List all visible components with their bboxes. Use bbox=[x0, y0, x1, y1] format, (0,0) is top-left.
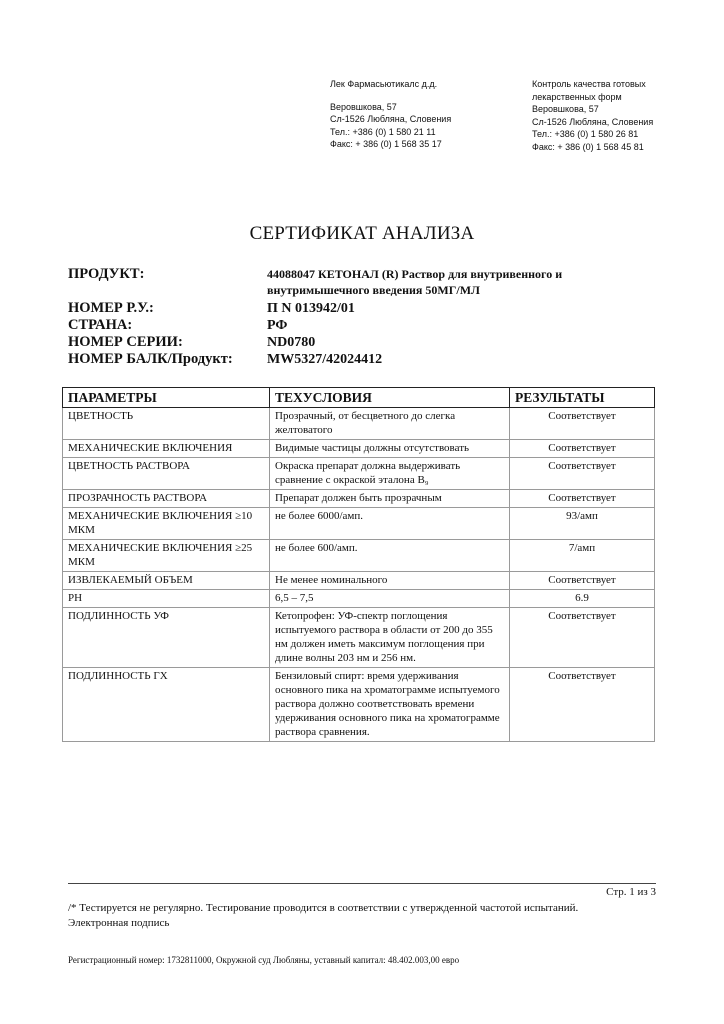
spec-cell: Препарат должен быть прозрачным bbox=[270, 490, 510, 508]
country-label: СТРАНА: bbox=[68, 317, 133, 333]
spec-cell: Не менее номинального bbox=[270, 572, 510, 590]
bulk-label: НОМЕР БАЛК/Продукт: bbox=[68, 351, 233, 367]
sender-street: Веровшкова, 57 bbox=[330, 101, 397, 112]
spec-cell: не более 600/амп. bbox=[270, 540, 510, 572]
param-cell: МЕХАНИЧЕСКИЕ ВКЛЮЧЕНИЯ bbox=[63, 440, 270, 458]
param-cell: ЦВЕТНОСТЬ bbox=[63, 408, 270, 440]
reg-number-value: П N 013942/01 bbox=[267, 301, 355, 316]
spec-cell: 6,5 – 7,5 bbox=[270, 590, 510, 608]
table-row bbox=[63, 668, 655, 742]
sender-address bbox=[330, 78, 451, 151]
header-specifications: ТЕХУСЛОВИЯ bbox=[270, 388, 510, 408]
spec-cell: Видимые частицы должны отсутствовать bbox=[270, 440, 510, 458]
result-cell: Соответствует bbox=[510, 572, 655, 590]
spec-cell: не более 6000/амп. bbox=[270, 508, 510, 540]
batch-label: НОМЕР СЕРИИ: bbox=[68, 334, 183, 350]
qc-address bbox=[532, 78, 653, 153]
result-cell: Соответствует bbox=[510, 608, 655, 668]
country-value: РФ bbox=[267, 318, 288, 333]
table-row bbox=[63, 540, 655, 572]
registration-info: Регистрационный номер: 1732811000, Окружной суд Любляны, уставный капитал: 48.402.003,00 евро bbox=[68, 955, 460, 965]
param-cell: МЕХАНИЧЕСКИЕ ВКЛЮЧЕНИЯ ≥25 МКМ bbox=[63, 540, 270, 572]
product-value: 44088047 КЕТОНАЛ (R) Раствор для внутривенного и внутримышечного введения 50МГ/МЛ bbox=[267, 267, 563, 297]
qc-city: Сл-1526 Любляна, Словения bbox=[532, 116, 654, 127]
bulk-value: MW5327/42024412 bbox=[267, 352, 383, 367]
qc-phone: Тел.: +386 (0) 1 580 26 81 bbox=[532, 129, 639, 139]
param-cell: ПОДЛИННОСТЬ ГХ bbox=[63, 668, 270, 742]
result-cell: 93/амп bbox=[510, 508, 655, 540]
spec-cell: Бензиловый спирт: время удерживания основного пика на хроматограмме испытуемого раствора должно соответствовать времени удерживания основного пика на хроматограмме раствора сравнения. bbox=[270, 668, 510, 742]
table-row bbox=[63, 490, 655, 508]
param-cell: ЦВЕТНОСТЬ РАСТВОРА bbox=[63, 458, 270, 490]
sender-fax: Факс: + 386 (0) 1 568 35 17 bbox=[330, 139, 442, 149]
product-info bbox=[68, 266, 648, 368]
document-title: СЕРТИФИКАТ АНАЛИЗА bbox=[249, 223, 475, 244]
header-results: РЕЗУЛЬТАТЫ bbox=[510, 388, 655, 408]
footnote bbox=[68, 901, 668, 931]
param-cell: PH bbox=[63, 590, 270, 608]
table-row bbox=[63, 572, 655, 590]
analysis-table bbox=[62, 387, 655, 742]
page-number: Стр. 1 из 3 bbox=[606, 886, 656, 898]
qc-name-line1: Контроль качества готовых bbox=[532, 79, 646, 89]
param-cell: ПОДЛИННОСТЬ УФ bbox=[63, 608, 270, 668]
spec-cell: Окраска препарат должна выдерживать сравнение с окраской эталона B₉ bbox=[270, 458, 510, 490]
reg-number-label: НОМЕР Р.У.: bbox=[68, 300, 154, 316]
e-signature-note: Электронная подпись bbox=[68, 917, 170, 929]
param-cell: ПРОЗРАЧНОСТЬ РАСТВОРА bbox=[63, 490, 270, 508]
param-cell: ИЗВЛЕКАЕМЫЙ ОБЪЕМ bbox=[63, 572, 270, 590]
sender-city: Сл-1526 Любляна, Словения bbox=[330, 114, 452, 124]
table-row bbox=[63, 458, 655, 490]
table-row bbox=[63, 508, 655, 540]
result-cell: Соответствует bbox=[510, 408, 655, 440]
batch-value: ND0780 bbox=[267, 335, 316, 350]
table-row bbox=[63, 590, 655, 608]
table-header-row bbox=[63, 388, 655, 408]
result-cell: 6.9 bbox=[510, 590, 655, 608]
qc-street: Веровшкова, 57 bbox=[532, 104, 599, 114]
result-cell: Соответствует bbox=[510, 440, 655, 458]
footnote-text: /* Тестируется не регулярно. Тестирование проводится в соответствии с утвержденной частотой испытаний. bbox=[68, 902, 579, 914]
result-cell: Соответствует bbox=[510, 458, 655, 490]
spec-cell: Прозрачный, от бесцветного до слегка желтоватого bbox=[270, 408, 510, 440]
qc-name-line2: лекарственных форм bbox=[532, 91, 622, 102]
result-cell: Соответствует bbox=[510, 668, 655, 742]
param-cell: МЕХАНИЧЕСКИЕ ВКЛЮЧЕНИЯ ≥10 МКМ bbox=[63, 508, 270, 540]
result-cell: 7/амп bbox=[510, 540, 655, 572]
table-row bbox=[63, 440, 655, 458]
header-parameters: ПАРАМЕТРЫ bbox=[63, 388, 270, 408]
product-label: ПРОДУКТ: bbox=[68, 266, 145, 282]
footer-divider bbox=[68, 883, 656, 884]
result-cell: Соответствует bbox=[510, 490, 655, 508]
table-row bbox=[63, 408, 655, 440]
sender-company: Лек Фармасьютикалс д.д. bbox=[330, 79, 438, 89]
sender-phone: Тел.: +386 (0) 1 580 21 11 bbox=[330, 126, 436, 137]
table-row bbox=[63, 608, 655, 668]
spec-cell: Кетопрофен: УФ-спектр поглощения испытуемого раствора в области от 200 до 355 нм должен иметь максимум поглощения при длине волны 203 нм и 256 нм. bbox=[270, 608, 510, 668]
qc-fax: Факс: + 386 (0) 1 568 45 81 bbox=[532, 141, 644, 152]
